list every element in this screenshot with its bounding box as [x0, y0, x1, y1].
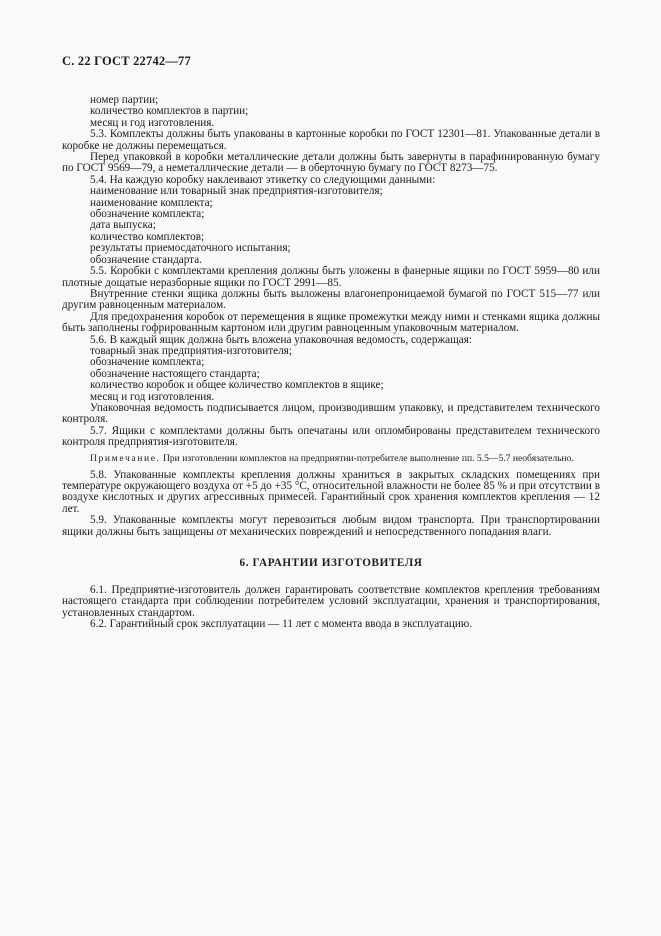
list-item: результаты приемосдаточного испытания;	[90, 242, 291, 255]
list-item: обозначение комплекта;	[90, 356, 205, 369]
note	[62, 453, 600, 464]
document-page	[62, 54, 600, 631]
list-item: количество комплектов в партии;	[90, 105, 249, 118]
list-item: товарный знак предприятия-изготовителя;	[90, 344, 292, 357]
list-item: наименование комплекта;	[90, 196, 213, 209]
clause-6-2: 6.2. Гарантийный срок эксплуатации — 11 лет с момента ввода в эксплуатацию.	[90, 618, 473, 631]
clause-6-1: 6.1. Предприятие-изготовитель должен гарантировать соответствие комплектов крепления требованиям настоящего стандарта при соблюдении потребителем условий эксплуатации, хранения и транспортирования, установленных стандартом.	[62, 584, 600, 619]
note-text: При изготовлении комплектов на предприятии-потребителе выполнение пп. 5.5—5.7 необязательно.	[160, 452, 574, 464]
list-item: обозначение стандарта.	[90, 253, 202, 266]
clause-5-8: 5.8. Упакованные комплекты крепления должны храниться в закрытых складских помещениях при температуре окружающего воздуха от +5 до +35 °С, относительной влажности не более 85 % и при отсутствии в воздухе кислотных и других агрессивных примесей. Гарантийный срок хранения комплектов крепления — 12 лет.	[62, 468, 600, 515]
page-header: С. 22 ГОСТ 22742—77	[62, 54, 191, 68]
list-item: месяц и год изготовления.	[90, 390, 215, 403]
clause-5-5-paragraph-3: Для предохранения коробок от перемещения в ящике промежутки между ними и стенками ящика должны быть заполнены гофрированным картоном или другим равноценным упаковочным материалом.	[62, 310, 600, 335]
clause-5-5: 5.5. Коробки с комплектами крепления должны быть уложены в фанерные ящики по ГОСТ 5959—80 или плотные дощатые неразборные ящики по ГОСТ 2991—85.	[62, 265, 600, 289]
list-item: номер партии;	[90, 94, 159, 106]
list-item: количество комплектов;	[90, 230, 205, 243]
clause-5-4: 5.4. На каждую коробку наклеивают этикетку со следующими данными:	[90, 173, 436, 186]
list-item: количество коробок и общее количество комплектов в ящике;	[90, 379, 384, 392]
clause-5-9: 5.9. Упакованные комплекты могут перевозиться любым видом транспорта. При транспортировании ящики должны быть защищены от механических повреждений и непосредственного попадания влаги.	[62, 514, 600, 538]
list-item: дата выпуска;	[90, 219, 156, 232]
section-title: 6. ГАРАНТИИ ИЗГОТОВИТЕЛЯ	[239, 557, 423, 570]
clause-5-7: 5.7. Ящики с комплектами должны быть опечатаны или опломбированы представителем технического контроля предприятия-изготовителя.	[62, 424, 600, 449]
list-item: месяц и год изготовления.	[90, 116, 215, 129]
note-label: Примечание.	[90, 452, 161, 464]
list-item: наименование или товарный знак предприятия-изготовителя;	[90, 185, 383, 198]
clause-5-6-paragraph-2: Упаковочная ведомость подписывается лицом, производившим упаковку, и представителем технического контроля.	[62, 401, 600, 426]
list-item: обозначение настоящего стандарта;	[90, 367, 260, 380]
clause-5-3: 5.3. Комплекты должны быть упакованы в картонные коробки по ГОСТ 12301—81. Упакованные детали в коробке не должны перемещаться.	[62, 128, 600, 152]
clause-5-3-paragraph-2: Перед упаковкой в коробки металлические детали должны быть завернуты в парафинированную бумагу по ГОСТ 9569—79, а неметаллические детали — в оберточную бумагу по ГОСТ 8273—75.	[62, 151, 600, 175]
clause-5-5-paragraph-2: Внутренние стенки ящика должны быть выложены влагонепроницаемой бумагой по ГОСТ 515—77 или другим равноценным материалом.	[62, 287, 600, 312]
clause-5-6: 5.6. В каждый ящик должна быть вложена упаковочная ведомость, содержащая:	[90, 333, 472, 346]
list-item: обозначение комплекта;	[90, 208, 205, 221]
